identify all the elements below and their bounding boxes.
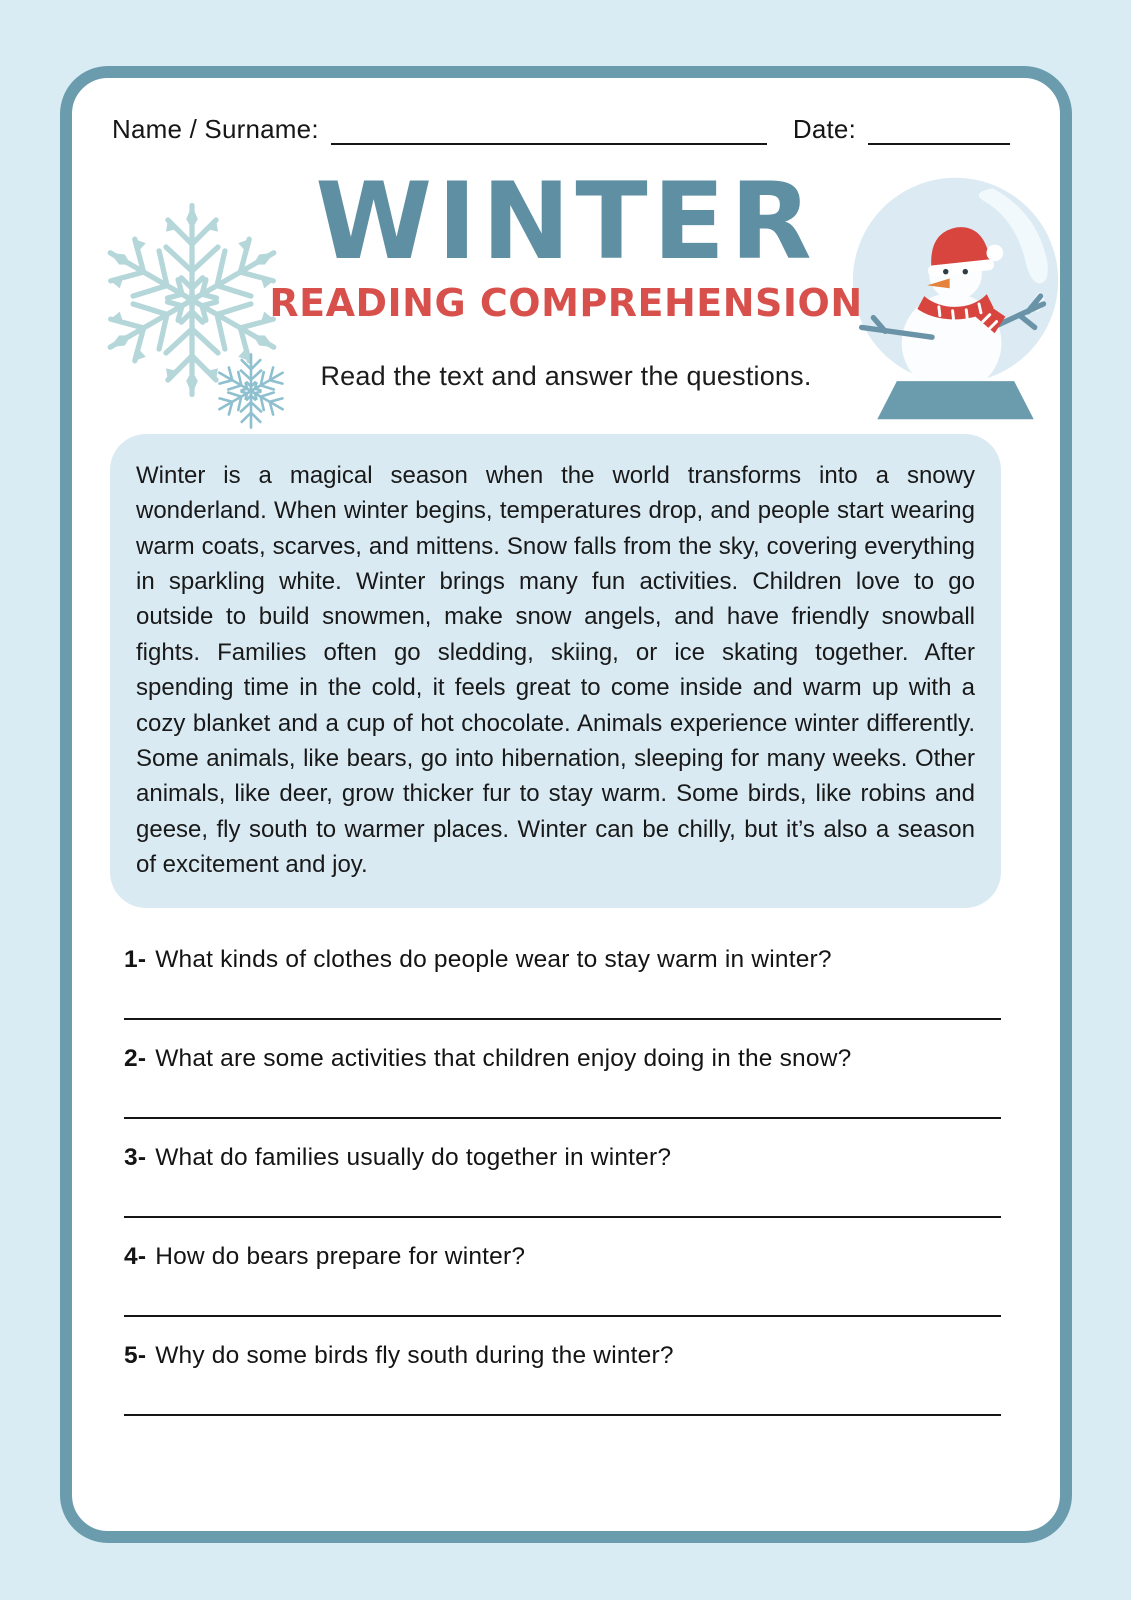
answer-write-line[interactable] (124, 1018, 1001, 1020)
reading-passage: Winter is a magical season when the world transforms into a snowy wonderland. When winter begins, temperatures drop, and people start wearing warm coats, scarves, and mittens. Snow falls from the sky, covering everything in sparkling white. Winter brings many fun activities. Children love to go outside to build snowmen, make snow angels, and have friendly snowball fights. Families often go sledding, skiing, or ice skating together. After spending time in the cold, it feels great to come inside and warm up with a cozy blanket and a cup of hot chocolate. Animals experience winter differently. Some animals, like bears, go into hibernation, sleeping for many weeks. Other animals, like deer, grow thicker fur to stay warm. Some birds, like robins and geese, fly south to warmer places. Winter can be chilly, but it’s also a season of excitement and joy. (110, 434, 1001, 909)
question-body: What kinds of clothes do people wear to stay warm in winter? (155, 946, 832, 974)
questions-section (124, 946, 1001, 1416)
date-label: Date: (792, 114, 856, 144)
question-text (124, 1045, 1001, 1073)
question-item-5 (124, 1342, 1001, 1416)
question-item-1 (124, 946, 1001, 1020)
answer-write-line[interactable] (124, 1117, 1001, 1119)
question-text (124, 1342, 1001, 1370)
worksheet-card (60, 66, 1072, 1543)
header-row (112, 114, 1010, 145)
answer-write-line[interactable] (124, 1315, 1001, 1317)
name-write-line[interactable] (331, 115, 767, 145)
question-text (124, 1243, 1001, 1271)
question-item-3 (124, 1144, 1001, 1218)
answer-write-line[interactable] (124, 1216, 1001, 1218)
question-body: What do families usually do together in winter? (155, 1144, 672, 1172)
question-number: 1- (124, 946, 147, 974)
question-number: 3- (124, 1144, 147, 1172)
page-subtitle: READING COMPREHENSION (269, 281, 863, 325)
question-number: 5- (124, 1342, 147, 1370)
question-text (124, 1144, 1001, 1172)
name-label: Name / Surname: (112, 114, 319, 144)
question-body: Why do some birds fly south during the winter? (155, 1342, 674, 1370)
question-number: 4- (124, 1243, 147, 1271)
question-body: How do bears prepare for winter? (155, 1243, 526, 1271)
question-text (124, 946, 1001, 974)
answer-write-line[interactable] (124, 1414, 1001, 1416)
title-block (72, 160, 1060, 392)
question-item-4 (124, 1243, 1001, 1317)
page-title: WINTER (315, 160, 817, 283)
date-write-line[interactable] (868, 115, 1010, 145)
question-number: 2- (124, 1045, 147, 1073)
instruction-text: Read the text and answer the questions. (320, 360, 812, 391)
question-body: What are some activities that children enjoy doing in the snow? (155, 1045, 852, 1073)
question-item-2 (124, 1045, 1001, 1119)
